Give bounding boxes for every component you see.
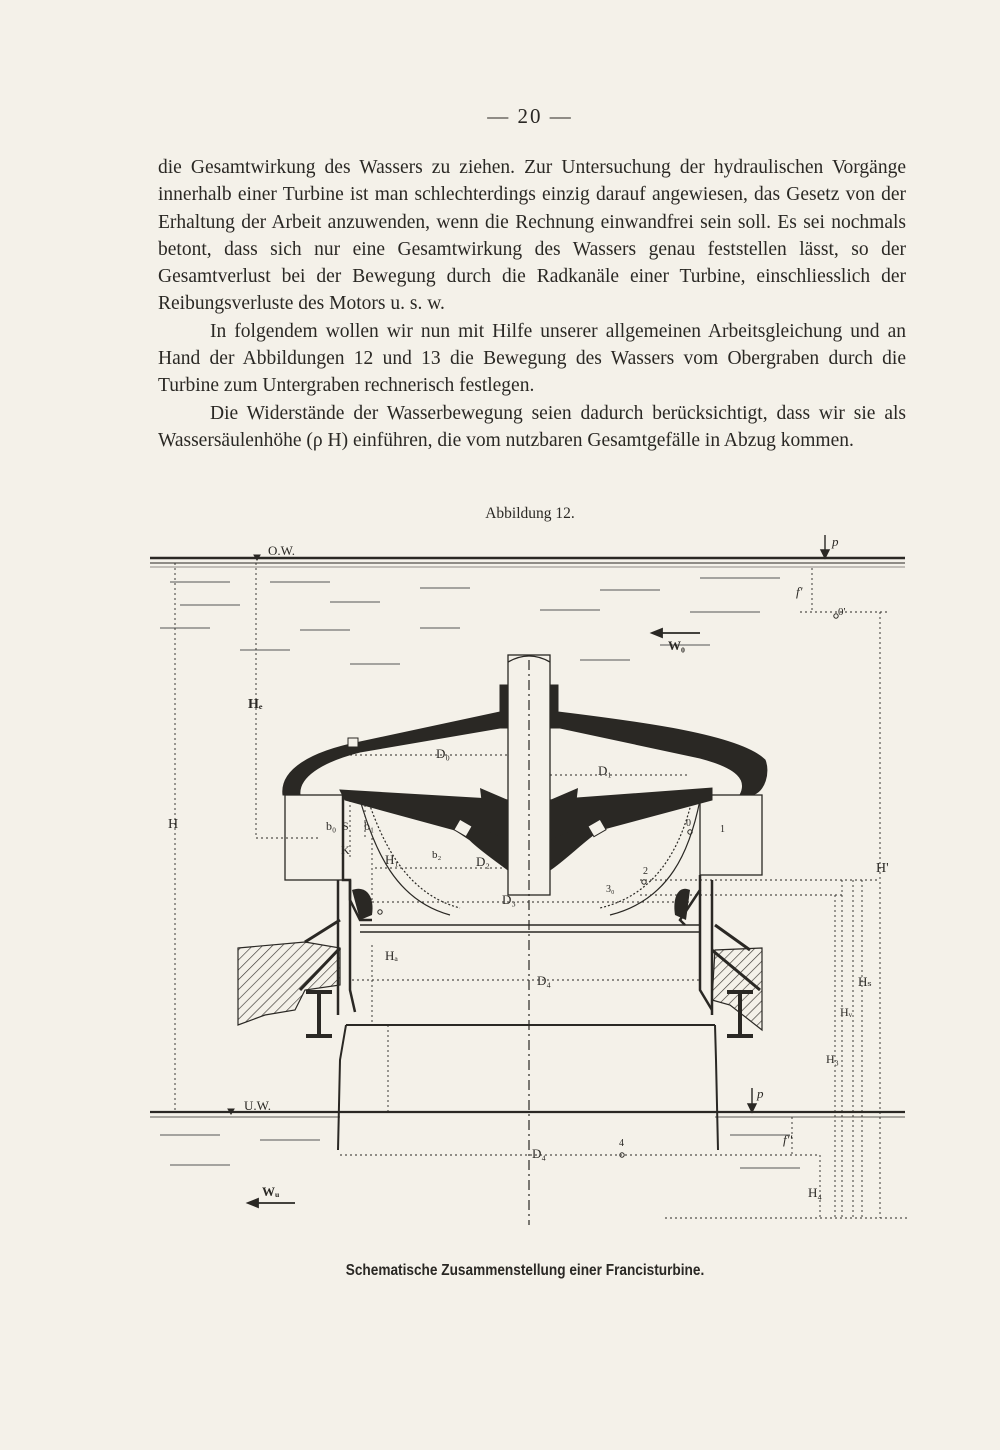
d0-label: D₀ [436, 746, 450, 761]
paragraph-2: In folgendem wollen wir nun mit Hilfe unserer allgemeinen Arbeitsgleichung und an Hand der Abbildungen 12 und 13 die Bewegung des Wassers vom Obergraben durch die Turbine zum Untergraben rechnerisch festlegen. [158, 320, 906, 397]
guide-vane-left [352, 889, 373, 920]
h4-label: H₄ [808, 1185, 822, 1200]
w0-arrow [652, 629, 700, 637]
upper-water-ripples [160, 578, 780, 664]
guide-vane-right [674, 889, 690, 920]
f-prime-label: f' [796, 584, 803, 599]
h-prime-label: H' [876, 861, 889, 876]
figure-label: Abbildung 12. [485, 505, 575, 522]
hv-label: Hᵥ [840, 1005, 853, 1019]
support-arms [300, 920, 760, 990]
runner-ring [360, 925, 700, 932]
ha-label: Hₐ [385, 948, 398, 963]
point-30: 3₀ [606, 884, 615, 895]
d1-label: D₁ [598, 763, 612, 778]
hs-label: Hₛ [858, 974, 872, 989]
d3-label: D₃ [502, 892, 516, 907]
ow-label: O.W. [268, 543, 295, 558]
w0-label: W₀ [668, 638, 685, 653]
left-i-beam [306, 990, 332, 1038]
point-0-prime: 0' [838, 606, 846, 618]
paragraph-3: Die Widerstände der Wasserbewegung seien dadurch berücksichtigt, dass wir sie als Wassersäulenhöhe (ρ H) einführen, die vom nutzbaren Gesamtgefälle in Abzug kommen. [158, 402, 906, 451]
paragraph-1: die Gesamtwirkung des Wassers zu ziehen. Zur Untersuchung der hydraulischen Vorgänge innerhalb einer Turbine ist man schlechterdings einzig darauf angewiesen, das Gesetz von der Erhaltung der Arbeit anzuwenden, wenn die Rechnung einwandfrei sein soll. Es sei nochmals betont, dass sich nur eine Gesamtwirkung des Wassers genau feststellen lässt, so der Gesamtverlust bei der Bewegung durch die Radkanäle einer Turbine, einschliesslich der Reibungsverluste des Motors u. s. w. [158, 157, 906, 315]
d2-label: D₂ [476, 854, 490, 869]
h1-label: H₁ [385, 852, 399, 867]
page-number: — 20 — [487, 104, 573, 128]
b2-label: b₂ [432, 849, 442, 861]
wu-arrow [248, 1199, 295, 1207]
draft-tube [338, 1025, 718, 1150]
water-level-markers [228, 555, 260, 1114]
body-text [158, 154, 906, 454]
f-double-prime-dimension [715, 1117, 820, 1155]
p-bottom-label: p [757, 1086, 764, 1101]
b1-label: b₁ [364, 819, 375, 833]
lower-water-ripples [160, 1135, 800, 1168]
f-double-prime-label: f'' [783, 1132, 793, 1147]
d4-label: D₄ [537, 973, 551, 988]
upper-water-surface [150, 558, 905, 567]
h-label: H [168, 817, 179, 832]
k-label: K [341, 843, 350, 857]
p-top-label: p [832, 534, 839, 549]
height-dimension-lines-left [175, 563, 320, 1112]
point-1: 1 [720, 824, 725, 835]
francis-turbine-diagram [140, 525, 930, 1225]
pressure-arrow-top [821, 535, 829, 558]
s-label: S [342, 819, 349, 833]
wu-label: Wᵤ [262, 1184, 280, 1199]
b0-label: b₀ [326, 819, 337, 833]
casing-opening [348, 738, 358, 747]
right-foundation [712, 948, 762, 1030]
pressure-arrow-bottom [748, 1088, 756, 1112]
point-2: 2 [643, 866, 648, 877]
point-0: 0 [686, 818, 691, 829]
point-4: 4 [619, 1138, 624, 1149]
uw-label: U.W. [244, 1098, 271, 1113]
left-foundation [238, 942, 340, 1025]
d-outlet-label: D₄ [532, 1146, 546, 1161]
hs2-label: H₃ [826, 1052, 839, 1066]
figure-caption: Schematische Zusammenstellung einer Francisturbine. [345, 1262, 705, 1279]
he-label: Hₑ [248, 697, 263, 712]
